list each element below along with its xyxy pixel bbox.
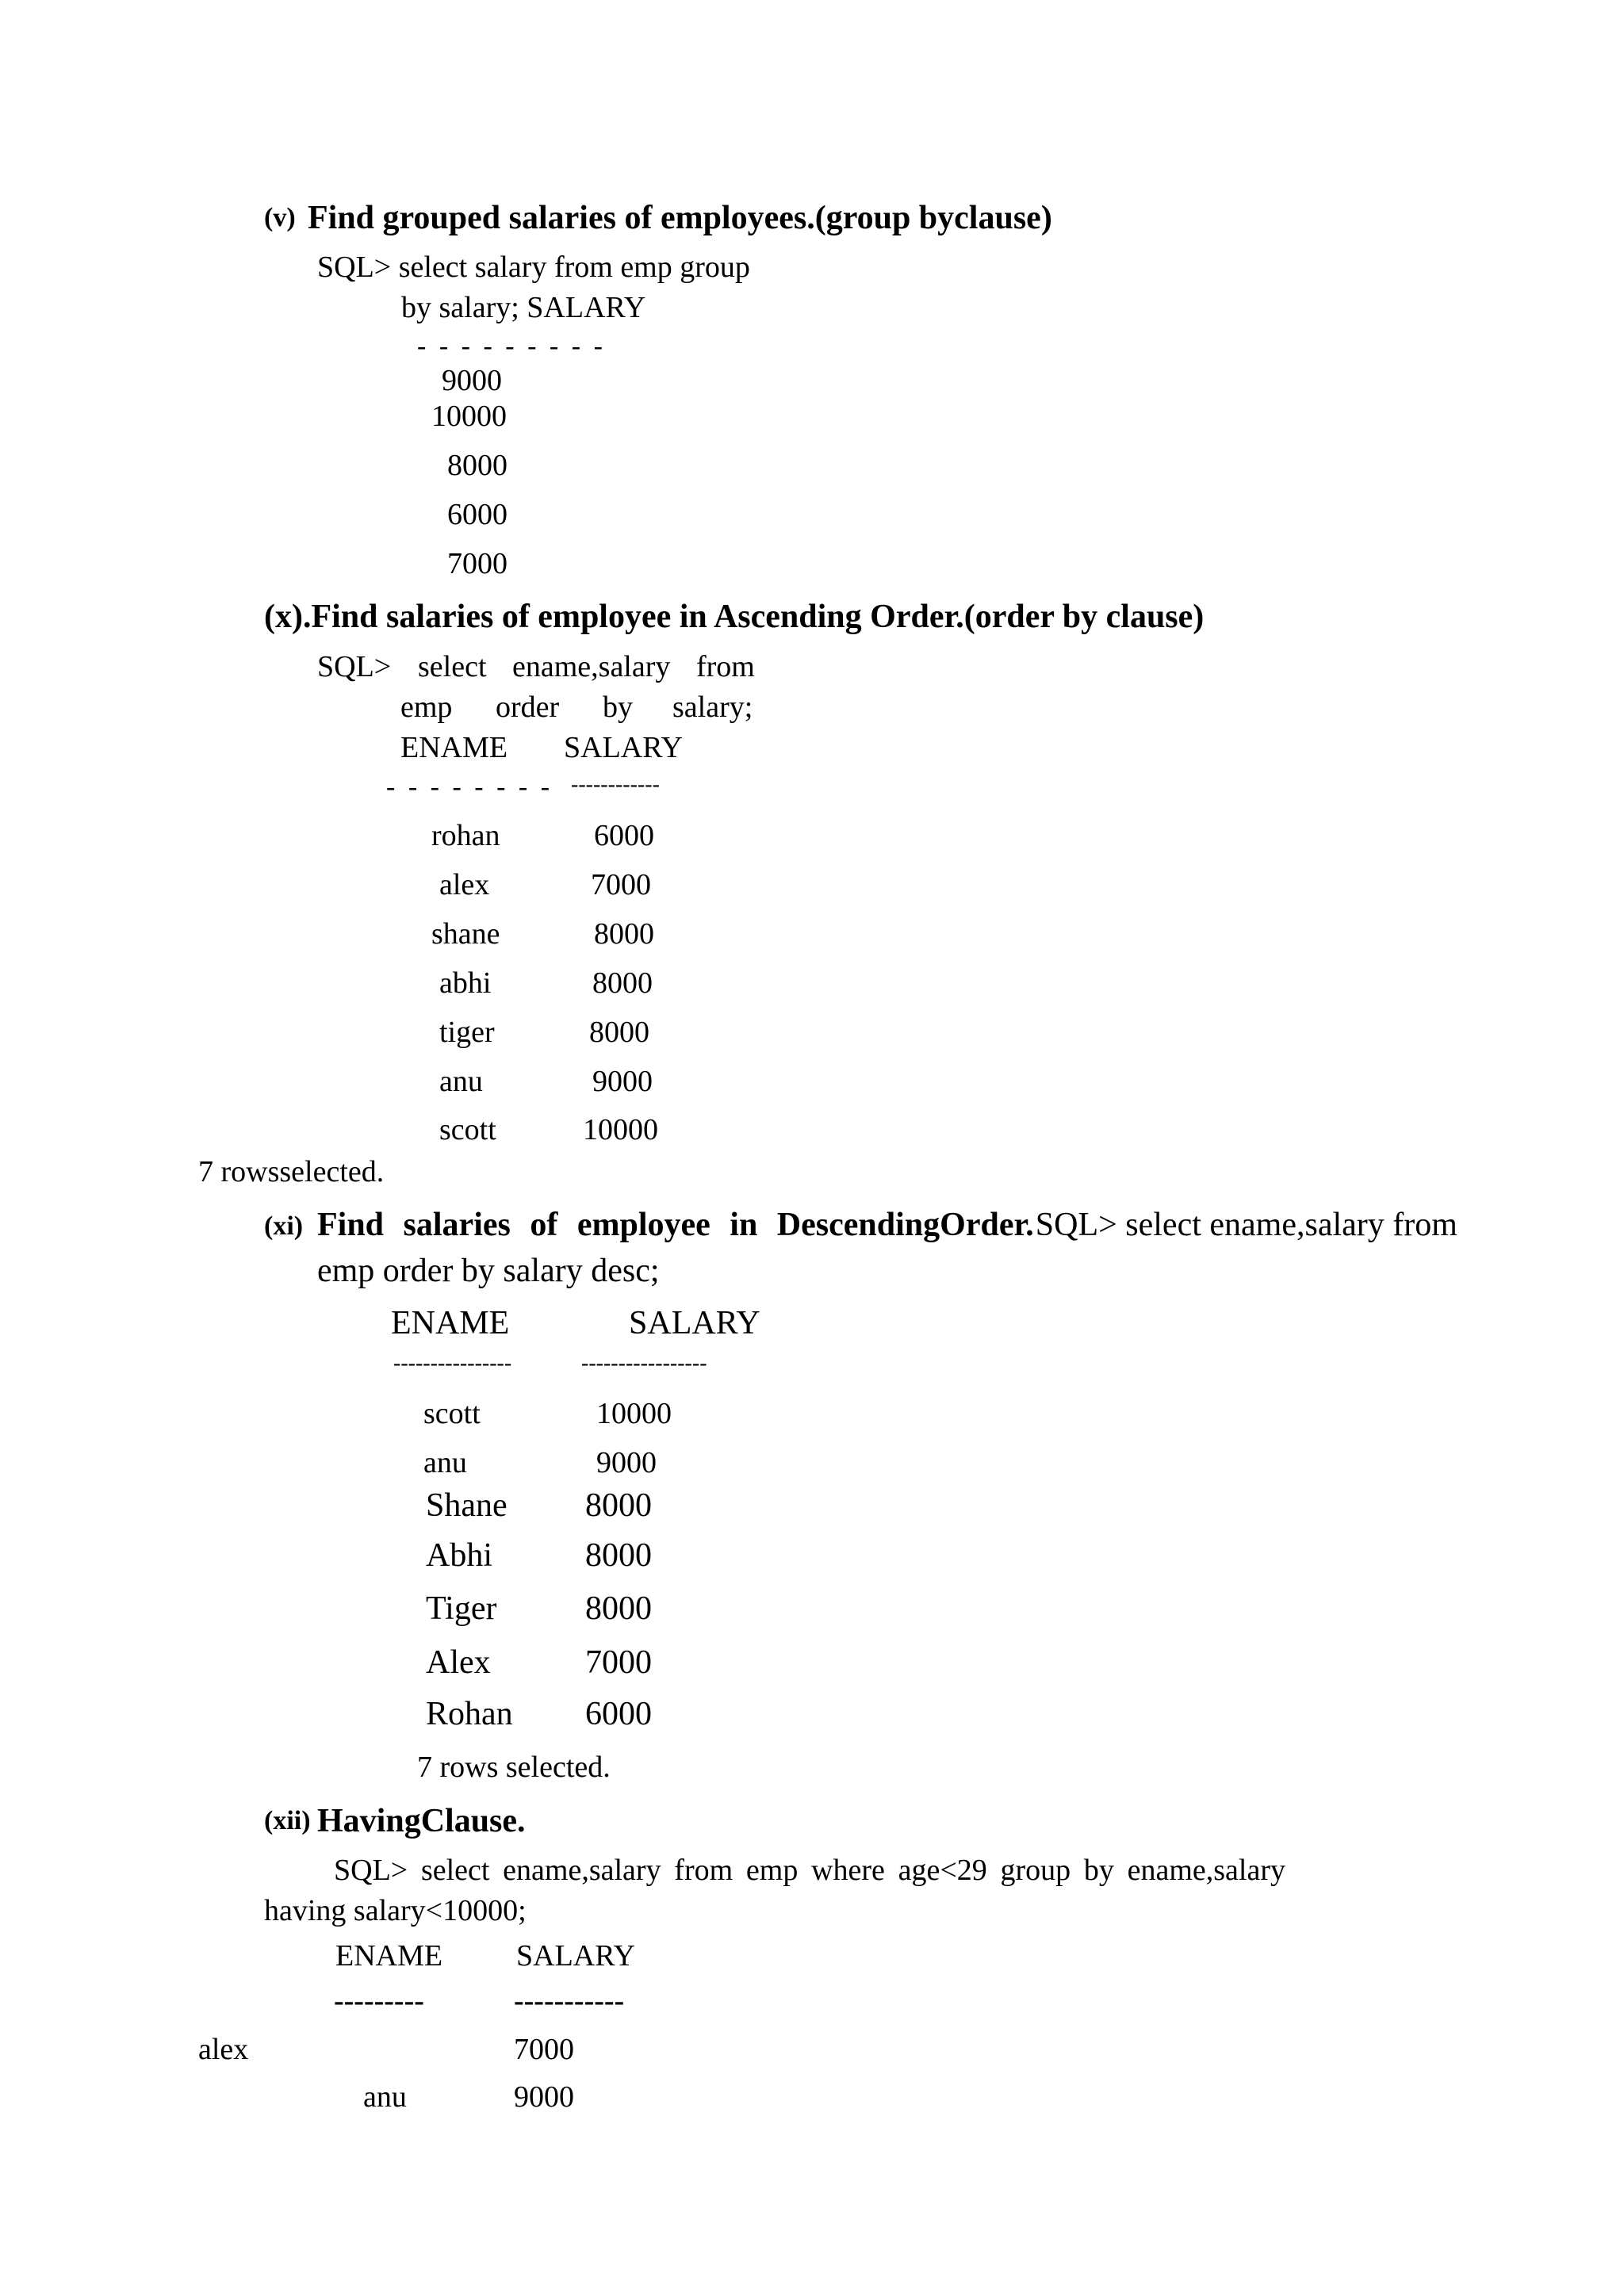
- table-row-salary: 8000: [585, 1590, 652, 1627]
- section-v-sql-line2: by salary; SALARY: [401, 291, 646, 324]
- section-xi-label: (xi): [264, 1211, 304, 1241]
- table-row-salary: 7000: [514, 2033, 574, 2066]
- table-row-ename: shane: [431, 917, 500, 951]
- table-row-ename: Abhi: [426, 1537, 492, 1574]
- section-x-sql-word: salary;: [672, 691, 753, 724]
- table-row-salary: 8000: [589, 1016, 649, 1049]
- section-xii-sql-line2: having salary<10000;: [264, 1894, 527, 1927]
- section-v-value: 8000: [447, 449, 508, 482]
- table-row-salary: 7000: [591, 868, 651, 901]
- section-v-separator: - - - - - - - - -: [417, 331, 606, 361]
- table-row-salary: 8000: [585, 1487, 652, 1524]
- table-row-salary: 8000: [592, 966, 653, 1000]
- section-x-title: (x).Find salaries of employee in Ascending Order.(order by clause): [264, 599, 1205, 635]
- table-row-ename: abhi: [439, 966, 492, 1000]
- table-row-salary: 8000: [585, 1537, 652, 1574]
- table-row-ename: scott: [439, 1113, 496, 1146]
- section-xi-title: Find salaries of employee in DescendingOrder.: [317, 1207, 1034, 1243]
- section-xi-sep-salary: -----------------: [581, 1351, 707, 1376]
- section-x-sql-word: from: [696, 650, 755, 683]
- table-row-salary: 9000: [592, 1065, 653, 1098]
- table-row-salary: 8000: [594, 917, 654, 951]
- table-row-ename: scott: [423, 1397, 481, 1430]
- section-xii-label: (xii): [264, 1806, 311, 1835]
- table-row-salary: 10000: [583, 1113, 658, 1146]
- section-v-value: 7000: [447, 547, 508, 580]
- section-x-sql-word: SQL>: [317, 650, 392, 683]
- section-v-value: 9000: [442, 364, 502, 397]
- section-x-sep-salary: ------------: [571, 772, 660, 797]
- table-row-salary: 10000: [596, 1397, 672, 1430]
- section-v-title: Find grouped salaries of employees.(group byclause): [308, 200, 1052, 236]
- table-row-ename: anu: [363, 2080, 407, 2114]
- section-v-value: 10000: [431, 400, 507, 433]
- section-x-sql-word: emp: [400, 691, 453, 724]
- table-row-ename: anu: [439, 1065, 483, 1098]
- table-row-ename: Shane: [426, 1487, 508, 1524]
- section-x-sql-word: by: [603, 691, 633, 724]
- section-xi-col-ename: ENAME: [391, 1305, 510, 1341]
- section-x-col-salary: SALARY: [564, 731, 683, 764]
- table-row-ename: anu: [423, 1446, 467, 1479]
- section-xi-sql-line2: emp order by salary desc;: [317, 1253, 660, 1289]
- section-x-sql-word: order: [496, 691, 560, 724]
- section-x-sep-ename: - - - - - - - -: [386, 772, 553, 802]
- section-v-label: (v): [264, 203, 296, 232]
- section-xi-sep-ename: ----------------: [393, 1351, 512, 1376]
- section-xii-col-salary: SALARY: [516, 1939, 635, 1973]
- section-v-value: 6000: [447, 498, 508, 531]
- table-row-salary: 9000: [596, 1446, 657, 1479]
- section-xii-sep-ename: ---------: [334, 1984, 424, 2018]
- section-xii-sql-line1: SQL> select ename,salary from emp where age<29 group by ename,salary: [334, 1854, 1285, 1887]
- table-row-ename: rohan: [431, 819, 500, 852]
- section-xi-sql-inline: SQL> select ename,salary from: [1035, 1207, 1457, 1243]
- table-row-salary: 6000: [594, 819, 654, 852]
- table-row-ename: alex: [439, 868, 490, 901]
- table-row-ename: tiger: [439, 1016, 495, 1049]
- section-xi-footer: 7 rows selected.: [417, 1751, 611, 1784]
- section-xii-title: HavingClause.: [317, 1803, 526, 1839]
- table-row-salary: 6000: [585, 1696, 652, 1732]
- table-row-salary: 9000: [514, 2080, 574, 2114]
- section-x-sql-word: select: [418, 650, 487, 683]
- table-row-ename: Alex: [426, 1644, 491, 1681]
- section-x-sql-word: ename,salary: [512, 650, 671, 683]
- section-xi-title-line: [317, 1207, 1457, 1243]
- table-row-salary: 7000: [585, 1644, 652, 1681]
- section-xi-col-salary: SALARY: [629, 1305, 760, 1341]
- section-xii-col-ename: ENAME: [335, 1939, 443, 1973]
- section-xii-sep-salary: -----------: [514, 1984, 625, 2018]
- table-row-ename: Rohan: [426, 1696, 513, 1732]
- table-row-ename: alex: [198, 2033, 249, 2066]
- section-x-col-ename: ENAME: [400, 731, 508, 764]
- section-v-sql-line1: SQL> select salary from emp group: [317, 251, 750, 284]
- section-x-footer: 7 rowsselected.: [198, 1155, 385, 1188]
- table-row-ename: Tiger: [426, 1590, 497, 1627]
